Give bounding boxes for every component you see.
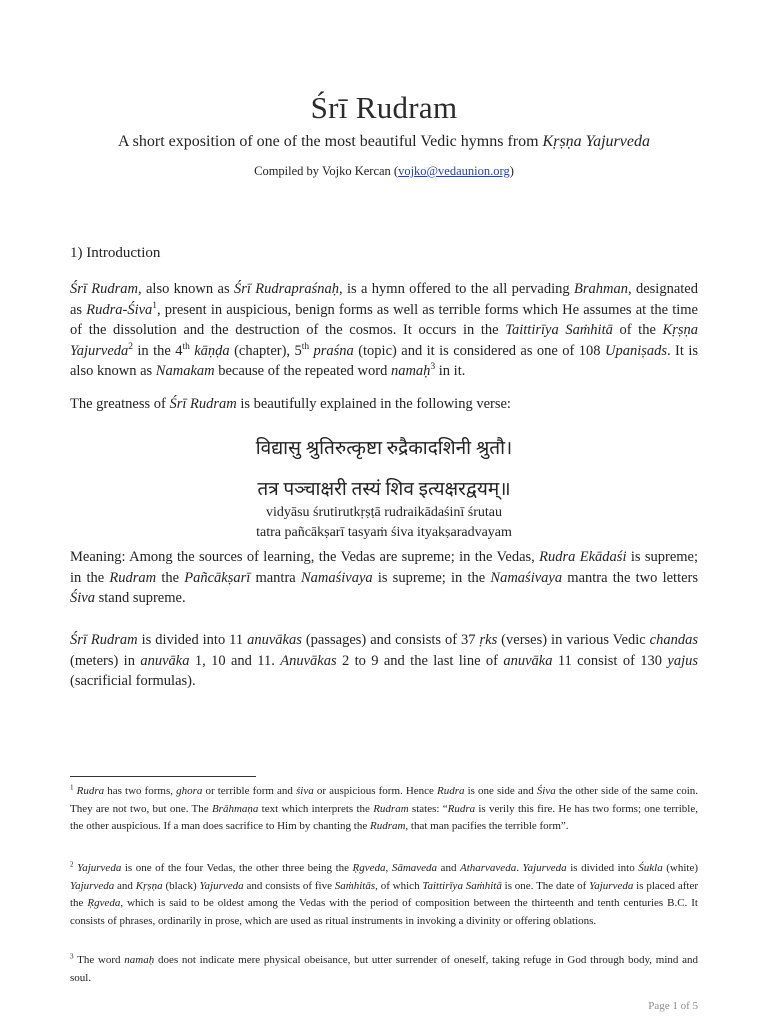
text-run: (chapter), 5	[229, 342, 302, 359]
italic-term: Brāhmaṇa	[211, 802, 259, 815]
text-run: is one. The date of	[501, 879, 590, 892]
text-run: , that man pacifies the terrible form”.	[405, 820, 569, 832]
text-run: Meaning: Among the sources of learning, the Vedas are supreme; in the Vedas,	[70, 549, 540, 565]
text-run: , present in auspicious, benign forms as well as terrible forms which He assumes at the time of the dissolution and the destruction of the cosmos. It occurs in the	[70, 301, 698, 338]
footnote-separator	[70, 776, 256, 777]
text-run: or terrible form and	[202, 785, 297, 797]
italic-term: anuvāka	[140, 652, 190, 669]
text-run: in it.	[435, 363, 466, 379]
text-run: the	[156, 569, 185, 586]
italic-term: Namaśivaya	[300, 569, 373, 586]
compiled-by-text: Compiled by Vojko Kercan (	[254, 164, 399, 178]
italic-term: Upaniṣads	[604, 342, 668, 359]
italic-term: Namakam	[155, 363, 215, 379]
italic-term: ghora	[176, 785, 203, 797]
text-run: because of the repeated word	[214, 363, 391, 379]
text-run: is beautifully explained in the following verse:	[236, 396, 511, 412]
text-run: does not indicate mere physical obeisance, but utter surrender of oneself, taking refuge in God through body, mind and soul.	[70, 954, 698, 984]
text-run: and consists of five	[243, 879, 335, 892]
text-run: (sacrificial formulas).	[70, 673, 196, 689]
italic-term: Śrī Rudram	[169, 396, 237, 412]
italic-term: Kṛṣṇa	[135, 879, 163, 892]
text-run: is supreme; in the	[372, 569, 491, 586]
italic-term: Rudram	[373, 802, 409, 815]
document-subtitle	[0, 133, 768, 151]
text-run: has two forms,	[104, 785, 177, 797]
italic-term: Taittirīya Saṁhitā	[422, 879, 502, 892]
text-run: is divided into	[566, 862, 639, 874]
text-run: , designated as	[70, 281, 698, 318]
italic-term: Brahman	[574, 281, 628, 297]
italic-term: Rudram	[369, 820, 406, 832]
page-number: Page 1 of 5	[648, 1000, 698, 1012]
italic-term: Rudram	[109, 569, 157, 586]
text-run: , of which	[375, 879, 423, 892]
text-run: 11 consist of 130	[552, 652, 668, 669]
italic-term: Ṛgveda	[352, 862, 386, 874]
text-run: is placed after the	[70, 879, 699, 909]
italic-term: Rudra	[76, 785, 105, 797]
verse-devanagari-line-1: विद्यासु श्रुतिरुत्कृष्टा रुद्रैकादशिनी श्रुतौ।	[255, 438, 513, 459]
text-run: is one side and	[464, 785, 537, 797]
italic-term: Yajurveda	[77, 862, 122, 874]
footnote-3	[70, 952, 698, 987]
italic-term: yajus	[667, 652, 699, 669]
footnote-ref: th	[182, 341, 190, 352]
text-run: The word	[73, 954, 125, 966]
italic-term: Saṁhitās	[334, 879, 376, 892]
footnote-ref: 2	[70, 860, 74, 869]
text-run: text which interprets the	[258, 802, 374, 815]
footnote-ref: 3	[70, 952, 74, 961]
text-run: , is a hymn offered to the all pervading	[339, 281, 575, 297]
italic-term: Anuvākas	[280, 652, 337, 669]
text-run: states: “	[408, 802, 448, 815]
italic-term: Rudra-Śiva	[86, 301, 153, 318]
compiled-by-line	[0, 164, 768, 179]
compiled-by-suffix: )	[509, 164, 514, 178]
verse-transliteration-line-2: tatra pañcākṣarī tasyaṁ śiva ityakṣaradvayam	[256, 525, 512, 540]
italic-term: chandas	[649, 632, 698, 648]
text-run: 1, 10 and 11.	[189, 652, 281, 669]
italic-term: Namaśivaya	[490, 569, 563, 586]
text-run: is one of the four Vedas, the other three being the	[121, 862, 353, 874]
italic-term: Sāmaveda	[391, 862, 438, 874]
structure-paragraph	[70, 630, 698, 692]
subtitle-text: A short exposition of one of the most beautiful Vedic hymns from	[118, 133, 543, 150]
greatness-paragraph	[70, 394, 698, 415]
meaning-paragraph	[70, 547, 698, 609]
italic-term: Śiva	[536, 785, 556, 797]
italic-term: Rudra Ekādaśi	[539, 549, 627, 565]
section-heading-introduction: 1) Introduction	[70, 245, 161, 261]
footnote-2	[70, 860, 698, 930]
footnote-ref: 3	[430, 362, 436, 373]
text-run: 2 to 9 and the last line of	[336, 652, 504, 669]
text-run: and	[437, 862, 460, 874]
text-run: mantra the two letters	[562, 569, 699, 586]
footnote-ref: th	[301, 341, 310, 352]
text-run: is divided into 11	[137, 632, 248, 648]
italic-term: Yajurveda	[522, 862, 567, 874]
italic-term: Śrī Rudrapraśnaḥ	[233, 281, 340, 297]
italic-term: Rudra	[437, 785, 465, 797]
italic-term: Taittirīya Saṁhitā	[505, 322, 613, 338]
footnote-ref: 1	[70, 783, 74, 792]
text-run: , also known as	[138, 281, 234, 297]
subtitle-source: Kṛṣṇa Yajurveda	[542, 133, 650, 150]
italic-term: kāṇḍa	[194, 342, 230, 359]
text-run: . It is also known as	[70, 342, 699, 379]
footnote-ref: 1	[152, 300, 157, 311]
text-run: , which is said to be oldest among the Vedas with the period of composition between the thirteenth and tenth centuries B.C. It consists of phrases, ordinarily in prose, which are used as ritual instruments in invoking a divinity or offering oblations.	[70, 897, 698, 927]
text-run: mantra	[250, 569, 301, 586]
italic-term: Śrī Rudram	[70, 632, 138, 648]
italic-term: namaḥ	[124, 954, 155, 966]
italic-term: Yajurveda	[199, 879, 244, 892]
italic-term: ṛks	[479, 632, 498, 648]
document-title: Śrī Rudram	[310, 90, 458, 125]
text-run: stand supreme.	[94, 590, 186, 606]
text-run: .	[516, 862, 523, 874]
text-run: (topic) and it is considered as one of 108	[353, 342, 605, 359]
text-run: (black)	[162, 879, 200, 892]
italic-term: praśna	[313, 342, 354, 359]
italic-term: Atharvaveda	[459, 862, 517, 874]
text-run: The greatness of	[70, 396, 170, 412]
text-run: and	[114, 879, 136, 892]
italic-term: namaḥ	[390, 363, 431, 379]
text-run: (passages) and consists of 37	[301, 632, 480, 648]
verse-transliteration-line-1: vidyāsu śrutirutkṛṣṭā rudraikādaśinī śrutau	[265, 505, 502, 520]
italic-term: Śukla	[638, 862, 663, 874]
text-run: (verses) in various Vedic	[497, 632, 650, 648]
italic-term: Pañcākṣarī	[184, 569, 251, 586]
verse-devanagari-line-2: तत्र पञ्चाक्षरी तस्यं शिव इत्यक्षरद्वयम्॥	[257, 479, 511, 500]
text-run: in the 4	[132, 342, 183, 359]
text-run: (white)	[662, 862, 698, 874]
italic-term: Rudra	[447, 802, 476, 815]
italic-term: Śrī Rudram	[70, 281, 138, 297]
italic-term: anuvākas	[247, 632, 302, 648]
italic-term: Śiva	[70, 590, 95, 606]
footnote-1	[70, 783, 698, 836]
italic-term: Yajurveda	[589, 879, 634, 892]
text-run: the other side of the same coin. They are not two, but one. The	[70, 785, 699, 815]
intro-paragraph	[70, 279, 698, 382]
italic-term: Yajurveda	[70, 879, 115, 892]
email-link[interactable]: vojko@vedaunion.org	[398, 164, 510, 178]
italic-term: Ṛgveda	[87, 897, 121, 909]
footnote-ref: 2	[128, 341, 133, 352]
text-run: (meters) in	[70, 652, 141, 669]
text-run: is verily this fire. He has two forms; one terrible, the other auspicious. If a man does sacrifice to Him by chanting the	[70, 802, 698, 832]
italic-term: śiva	[296, 785, 314, 797]
text-run: is supreme; in the	[70, 549, 699, 586]
text-run: or auspicious form. Hence	[313, 785, 438, 797]
text-run: of the	[612, 322, 663, 338]
italic-term: Kṛṣṇa Yajurveda	[70, 322, 698, 359]
text-run: ,	[385, 862, 392, 874]
italic-term: anuvāka	[503, 652, 553, 669]
